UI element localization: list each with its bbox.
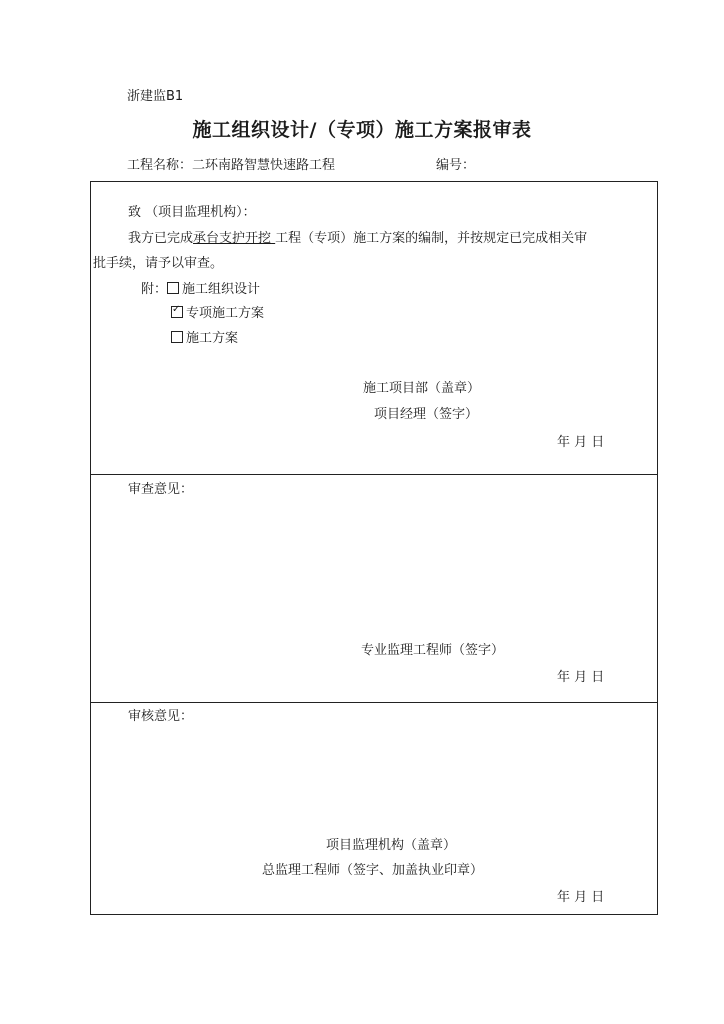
date-line-1: 年 月 日 <box>557 435 605 450</box>
attachment-label: 附： <box>141 282 168 297</box>
attachment-row-3 <box>171 327 238 346</box>
approval-form-table <box>90 181 658 915</box>
form-code: 浙建监B1 <box>127 89 184 104</box>
audit-opinion-label: 审核意见： <box>128 709 194 724</box>
option-label-construction-plan: 施工方案 <box>186 331 239 346</box>
statement-suffix: 工程（专项）施工方案的编制，并按规定已完成相关审 <box>275 231 588 246</box>
project-name-value: 二环南路智慧快速路工程 <box>192 158 336 173</box>
page-title: 施工组织设计/（专项）施工方案报审表 <box>192 119 532 141</box>
divider-1 <box>91 474 657 475</box>
date-line-3: 年 月 日 <box>557 890 605 905</box>
project-manager-sign-line: 项目经理（签字） <box>374 407 479 422</box>
project-name-line <box>127 154 335 173</box>
filled-item: 承台支护开挖 <box>193 231 272 246</box>
checkbox-construction-plan[interactable] <box>171 331 183 343</box>
checkbox-construction-org-design[interactable] <box>167 282 179 294</box>
attachment-row-1 <box>141 278 260 297</box>
statement-line-2: 批手续，请予以审查。 <box>93 256 224 271</box>
option-label-construction-org-design: 施工组织设计 <box>182 282 261 297</box>
number-label: 编号： <box>436 158 476 173</box>
chief-engineer-sign-line: 总监理工程师（签字、加盖执业印章） <box>262 863 484 878</box>
project-name-label: 工程名称： <box>127 158 193 173</box>
review-opinion-label: 审查意见： <box>128 482 194 497</box>
supervision-org-seal-line: 项目监理机构（盖章） <box>326 838 457 853</box>
contractor-seal-line: 施工项目部（盖章） <box>363 381 481 396</box>
statement-prefix: 我方已完成 <box>128 231 194 246</box>
divider-2 <box>91 702 657 703</box>
supervising-engineer-sign-line: 专业监理工程师（签字） <box>361 643 505 658</box>
attachment-row-2 <box>171 302 264 321</box>
option-label-special-plan: 专项施工方案 <box>186 306 265 321</box>
date-line-2: 年 月 日 <box>557 670 605 685</box>
addressee-line: 致 （项目监理机构）： <box>128 205 256 220</box>
checkbox-special-plan[interactable] <box>171 306 183 318</box>
statement-line-1 <box>128 227 587 246</box>
